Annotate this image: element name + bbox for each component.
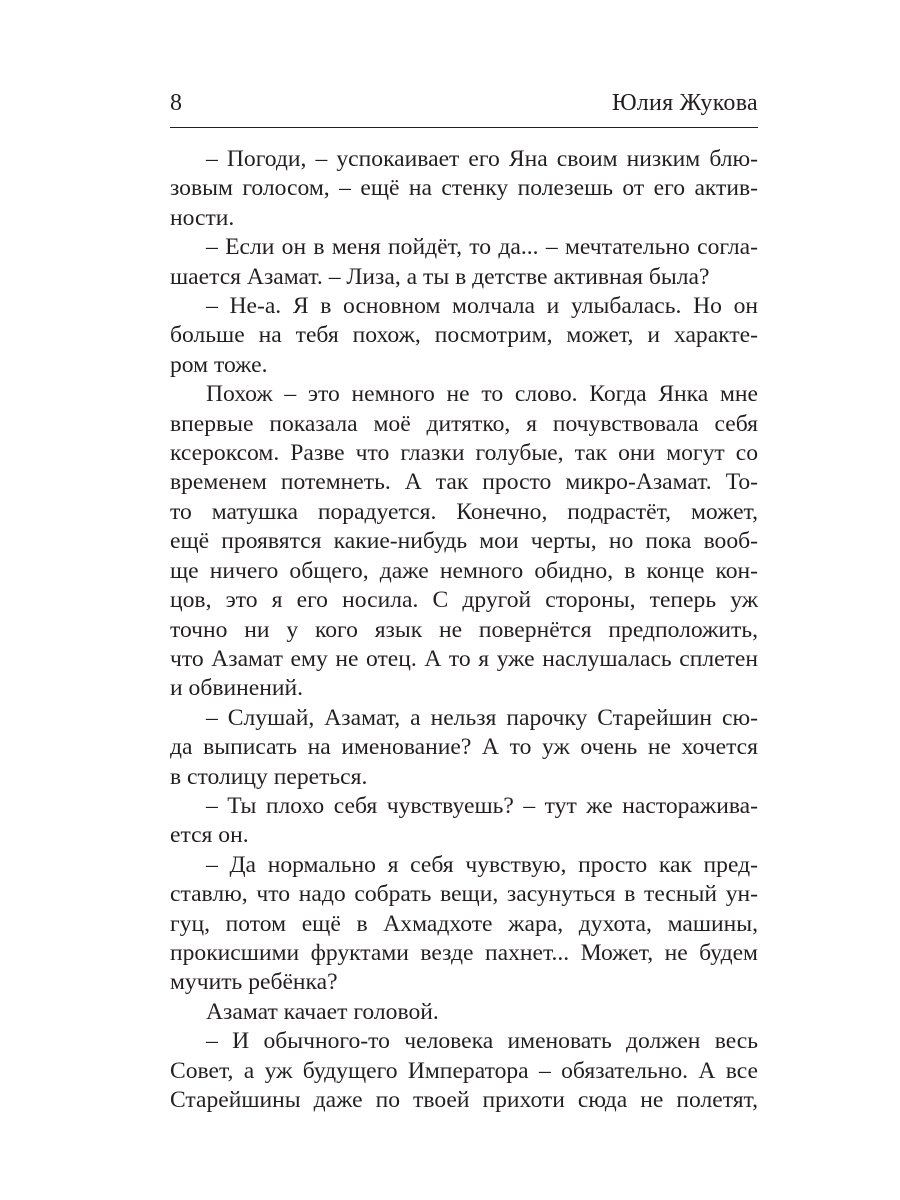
text-line: цов, это я его носила. С другой стороны, теперь уж	[170, 587, 758, 614]
text-line: больше на тебя похож, посмотрим, может, и характе-	[170, 322, 758, 349]
text-line: Старейшины даже по твоей прихоти сюда не полетят,	[170, 1087, 758, 1113]
text-line: ещё проявятся какие-нибудь мои черты, но пока вооб-	[170, 528, 758, 555]
paragraph	[170, 998, 758, 1027]
text-line: Совет, а уж будущего Императора – обязательно. А все	[170, 1057, 758, 1084]
text-line: гуц, потом ещё в Ахмадхоте жара, духота, машины,	[170, 910, 758, 937]
text-line: ставлю, что надо собрать вещи, засунуться в тесный ун-	[170, 881, 758, 908]
page-number: 8	[170, 90, 182, 116]
paragraph	[170, 1027, 758, 1115]
text-line: временем потемнеть. А так просто микро-Азамат. То-	[170, 469, 758, 496]
text-line: – Слушай, Азамат, а нельзя парочку Старейшин сю-	[206, 704, 758, 731]
author-name: Юлия Жукова	[612, 90, 758, 116]
text-line: ности.	[170, 204, 235, 231]
text-line: шается Азамат. – Лиза, а ты в детстве активная была?	[170, 263, 710, 290]
text-line: – И обычного-то человека именовать должен весь	[206, 1028, 758, 1055]
header-rule	[170, 127, 758, 128]
text-line: – Не-а. Я в основном молчала и улыбалась. Но он	[206, 293, 758, 320]
text-line: Азамат качает головой.	[206, 998, 439, 1025]
text-line: то матушка порадуется. Конечно, подрастёт, может,	[170, 498, 758, 525]
paragraph	[170, 233, 758, 292]
paragraph	[170, 380, 758, 703]
text-line: да выписать на именование? А то уж очень не хочется	[170, 734, 758, 761]
text-line: ще ничего общего, даже немного обидно, в конце кон-	[170, 557, 758, 584]
text-line: – Ты плохо себя чувствуешь? – тут же насторажива-	[206, 792, 758, 819]
text-line: ксероксом. Разве что глазки голубые, так они могут со	[170, 440, 758, 467]
text-line: прокисшими фруктами везде пахнет... Может, не будем	[170, 939, 758, 966]
text-line: зовым голосом, – ещё на стенку полезешь от его актив-	[170, 175, 758, 202]
text-line: в столицу переться.	[170, 763, 368, 790]
text-line: – Да нормально я себя чувствую, просто как пред-	[206, 851, 758, 878]
text-line: впервые показала моё дитятко, я почувствовала себя	[170, 410, 758, 437]
text-line: точно ни у кого язык не повернётся предположить,	[170, 616, 758, 643]
text-line: мучить ребёнка?	[170, 969, 338, 996]
text-line: – Если он в меня пойдёт, то да... – мечтательно согла-	[206, 234, 758, 261]
paragraph	[170, 145, 758, 233]
text-line: Похож – это немного не то слово. Когда Янка мне	[206, 381, 758, 408]
paragraph	[170, 292, 758, 380]
text-line: – Погоди, – успокаивает его Яна своим низким блю-	[206, 146, 758, 172]
text-line: ром тоже.	[170, 351, 268, 378]
body-text	[170, 145, 758, 1115]
running-head	[170, 88, 758, 118]
paragraph	[170, 792, 758, 851]
text-line: ется он.	[170, 822, 249, 849]
paragraph	[170, 851, 758, 998]
text-line: что Азамат ему не отец. А то я уже наслушалась сплетен	[170, 645, 758, 672]
text-line: и обвинений.	[170, 675, 303, 702]
paragraph	[170, 704, 758, 792]
